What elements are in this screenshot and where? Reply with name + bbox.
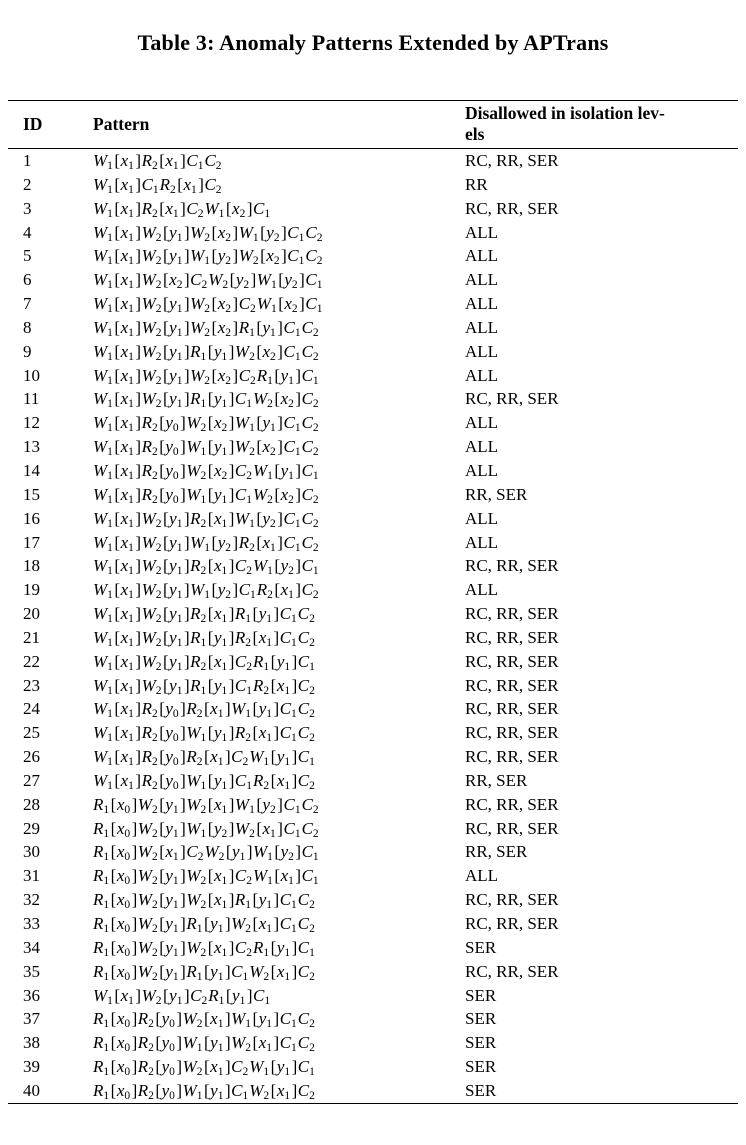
cell-pattern: $W_1[x_1]W_2[y_1]R_1[y_1]C_1R_2[x_1]C_2$: [93, 675, 315, 697]
table-row: [8, 387, 738, 411]
table-row: [8, 268, 738, 292]
cell-pattern: $W_1[x_1]W_2[y_1]R_1[y_1]W_2[x_2]C_1C_2$: [93, 341, 319, 363]
cell-id: 2: [23, 174, 32, 194]
table-row: [8, 292, 738, 316]
cell-disallowed-levels: SER: [465, 1080, 497, 1100]
cell-pattern: $W_1[x_1]W_2[y_1]W_2[x_2]C_2W_1[x_2]C_1$: [93, 294, 323, 316]
cell-disallowed-levels: ALL: [465, 437, 499, 457]
table-row: [8, 435, 738, 459]
cell-pattern: $W_1[x_1]R_2[y_0]R_2[x_1]W_1[y_1]C_1C_2$: [93, 699, 315, 721]
cell-disallowed-levels: RC, RR, SER: [465, 604, 559, 624]
cell-id: 16: [23, 508, 40, 528]
cell-id: 5: [23, 246, 32, 266]
table-container: [8, 100, 738, 1104]
cell-disallowed-levels: RC, RR, SER: [465, 723, 559, 743]
cell-pattern: $W_1[x_1]R_2[y_0]W_2[x_2]W_1[y_1]C_1C_2$: [93, 413, 319, 435]
cell-id: 20: [23, 604, 40, 624]
cell-pattern: $W_1[x_1]W_2[y_1]R_1[y_1]R_2[x_1]C_1C_2$: [93, 627, 315, 649]
table-row: [8, 507, 738, 531]
cell-pattern: $W_1[x_1]W_2[y_1]W_1[y_2]C_1R_2[x_1]C_2$: [93, 580, 319, 602]
table-row: [8, 674, 738, 698]
cell-pattern: $W_1[x_1]R_2[y_0]R_2[x_1]C_2W_1[y_1]C_1$: [93, 747, 315, 769]
cell-disallowed-levels: RC, RR, SER: [465, 198, 559, 218]
cell-disallowed-levels: RC, RR, SER: [465, 556, 559, 576]
table-row: [8, 984, 738, 1008]
table-row: [8, 840, 738, 864]
table-caption: Table 3: Anomaly Patterns Extended by APTrans: [137, 30, 609, 55]
cell-disallowed-levels: RR, SER: [465, 842, 528, 862]
cell-id: 27: [23, 770, 40, 790]
cell-id: 38: [23, 1033, 40, 1053]
cell-disallowed-levels: ALL: [465, 317, 499, 337]
cell-id: 11: [23, 389, 40, 409]
cell-pattern: $W_1[x_1]W_2[y_1]R_2[x_1]W_1[y_2]C_1C_2$: [93, 508, 319, 530]
table-row: [8, 578, 738, 602]
table-row: [8, 817, 738, 841]
table-row: [8, 221, 738, 245]
cell-disallowed-levels: RC, RR, SER: [465, 151, 559, 170]
table-row: [8, 769, 738, 793]
column-header-id: ID: [8, 101, 93, 149]
table-body: [8, 149, 738, 1104]
cell-id: 26: [23, 747, 40, 767]
header-row: [8, 101, 738, 149]
cell-disallowed-levels: RC, RR, SER: [465, 914, 559, 933]
cell-disallowed-levels: ALL: [465, 532, 499, 552]
cell-pattern: $W_1[x_1]C_1R_2[x_1]C_2$: [93, 174, 222, 196]
cell-pattern: $R_1[x_0]R_2[y_0]W_1[y_1]W_2[x_1]C_1C_2$: [93, 1033, 315, 1055]
cell-disallowed-levels: ALL: [465, 341, 499, 361]
cell-id: 17: [23, 532, 40, 552]
cell-id: 9: [23, 341, 32, 361]
cell-id: 18: [23, 556, 40, 576]
cell-id: 21: [23, 627, 40, 647]
table-row: [8, 888, 738, 912]
cell-pattern: $R_1[x_0]W_2[x_1]C_2W_2[y_1]W_1[y_2]C_1$: [93, 842, 319, 864]
cell-disallowed-levels: ALL: [465, 580, 499, 600]
cell-pattern: $R_1[x_0]R_2[y_0]W_1[y_1]C_1W_2[x_1]C_2$: [93, 1080, 315, 1102]
table-row: [8, 912, 738, 936]
cell-pattern: $R_1[x_0]W_2[y_1]W_2[x_1]R_1[y_1]C_1C_2$: [93, 890, 315, 912]
cell-id: 22: [23, 651, 40, 671]
cell-disallowed-levels: RC, RR, SER: [465, 675, 559, 695]
table-row: [8, 793, 738, 817]
cell-disallowed-levels: RC, RR, SER: [465, 818, 559, 838]
cell-id: 34: [23, 937, 40, 957]
table-row: [8, 650, 738, 674]
table-row: [8, 483, 738, 507]
cell-pattern: $R_1[x_0]W_2[y_1]W_2[x_1]C_2R_1[y_1]C_1$: [93, 937, 315, 959]
table-row: [8, 1031, 738, 1055]
table-row: [8, 626, 738, 650]
cell-pattern: $W_1[x_1]W_2[y_1]R_2[x_1]C_2W_1[y_2]C_1$: [93, 556, 319, 578]
table-row: [8, 1079, 738, 1103]
cell-id: 32: [23, 890, 40, 910]
table-row: [8, 149, 738, 173]
cell-pattern: $W_1[x_1]R_2[x_1]C_1C_2$: [93, 151, 222, 172]
cell-id: 37: [23, 1009, 40, 1029]
table-row: [8, 531, 738, 555]
table-row: [8, 197, 738, 221]
cell-pattern: $W_1[x_1]R_2[x_1]C_2W_1[x_2]C_1$: [93, 198, 271, 220]
cell-pattern: $W_1[x_1]W_2[y_1]W_2[x_2]W_1[y_2]C_1C_2$: [93, 222, 323, 244]
cell-pattern: $R_1[x_0]W_2[y_1]W_1[y_2]W_2[x_1]C_1C_2$: [93, 818, 319, 840]
cell-id: 28: [23, 794, 40, 814]
table-row: [8, 340, 738, 364]
cell-pattern: $W_1[x_1]R_2[y_0]W_1[y_1]W_2[x_2]C_1C_2$: [93, 437, 319, 459]
table-header: [8, 101, 738, 149]
cell-pattern: $W_1[x_1]W_2[y_1]R_2[x_1]R_1[y_1]C_1C_2$: [93, 604, 315, 626]
column-header-disallowed-levels: [465, 101, 738, 149]
cell-pattern: $W_1[x_1]W_2[y_1]W_1[y_2]R_2[x_1]C_1C_2$: [93, 532, 319, 554]
cell-id: 10: [23, 365, 40, 385]
cell-pattern: $W_1[x_1]W_2[y_1]W_2[x_2]C_2R_1[y_1]C_1$: [93, 365, 319, 387]
cell-id: 29: [23, 818, 40, 838]
cell-id: 19: [23, 580, 40, 600]
cell-pattern: $R_1[x_0]W_2[y_1]R_1[y_1]W_2[x_1]C_1C_2$: [93, 914, 315, 935]
cell-id: 24: [23, 699, 40, 719]
cell-pattern: $R_1[x_0]R_2[y_0]W_2[x_1]C_2W_1[y_1]C_1$: [93, 1057, 315, 1079]
cell-id: 30: [23, 842, 40, 862]
cell-id: 1: [23, 151, 32, 170]
cell-disallowed-levels: RR: [465, 174, 488, 194]
column-header-disallowed-levels-line1: Disallowed in isolation lev-: [465, 103, 665, 123]
table-row: [8, 1007, 738, 1031]
cell-pattern: $W_1[x_1]R_2[y_0]W_1[y_1]C_1W_2[x_2]C_2$: [93, 484, 319, 506]
column-header-pattern: Pattern: [93, 101, 465, 149]
cell-pattern: $W_1[x_1]R_2[y_0]W_2[x_2]C_2W_1[y_1]C_1$: [93, 460, 319, 482]
cell-pattern: $R_1[x_0]W_2[y_1]R_1[y_1]C_1W_2[x_1]C_2$: [93, 961, 315, 983]
cell-pattern: $W_1[x_1]R_2[y_0]W_1[y_1]C_1R_2[x_1]C_2$: [93, 770, 315, 792]
cell-disallowed-levels: ALL: [465, 413, 499, 433]
cell-pattern: $W_1[x_1]W_2[y_1]W_1[y_2]W_2[x_2]C_1C_2$: [93, 246, 323, 268]
cell-id: 4: [23, 222, 32, 242]
table-row: [8, 864, 738, 888]
cell-pattern: $W_1[x_1]R_2[y_0]W_1[y_1]R_2[x_1]C_1C_2$: [93, 723, 315, 745]
cell-disallowed-levels: RR, SER: [465, 484, 528, 504]
cell-id: 7: [23, 294, 32, 314]
cell-disallowed-levels: RC, RR, SER: [465, 389, 559, 409]
table-row: [8, 554, 738, 578]
cell-pattern: $W_1[x_1]W_2[y_1]C_2R_1[y_1]C_1$: [93, 985, 271, 1007]
cell-pattern: $W_1[x_1]W_2[y_1]R_2[x_1]C_2R_1[y_1]C_1$: [93, 651, 315, 673]
cell-id: 31: [23, 866, 40, 886]
table-row: [8, 459, 738, 483]
table-row: [8, 173, 738, 197]
cell-id: 35: [23, 961, 40, 981]
table-row: [8, 745, 738, 769]
cell-pattern: $R_1[x_0]R_2[y_0]W_2[x_1]W_1[y_1]C_1C_2$: [93, 1009, 315, 1031]
cell-id: 6: [23, 270, 32, 290]
table-row: [8, 602, 738, 626]
cell-disallowed-levels: SER: [465, 1057, 497, 1077]
table-row: [8, 1055, 738, 1079]
cell-disallowed-levels: RC, RR, SER: [465, 961, 559, 981]
cell-disallowed-levels: SER: [465, 985, 497, 1005]
cell-disallowed-levels: RR, SER: [465, 770, 528, 790]
cell-id: 40: [23, 1080, 40, 1100]
cell-id: 15: [23, 484, 40, 504]
table-row: [8, 364, 738, 388]
cell-pattern: $W_1[x_1]W_2[y_1]R_1[y_1]C_1W_2[x_2]C_2$: [93, 389, 319, 411]
cell-disallowed-levels: ALL: [465, 460, 499, 480]
cell-id: 25: [23, 723, 40, 743]
cell-id: 3: [23, 198, 32, 218]
cell-disallowed-levels: ALL: [465, 866, 499, 886]
table-row: [8, 960, 738, 984]
cell-id: 12: [23, 413, 40, 433]
table-row: [8, 697, 738, 721]
cell-disallowed-levels: RC, RR, SER: [465, 627, 559, 647]
cell-pattern: $R_1[x_0]W_2[y_1]W_2[x_1]W_1[y_2]C_1C_2$: [93, 794, 319, 816]
cell-pattern: $W_1[x_1]W_2[x_2]C_2W_2[y_2]W_1[y_2]C_1$: [93, 270, 323, 292]
cell-id: 8: [23, 317, 32, 337]
cell-pattern: $R_1[x_0]W_2[y_1]W_2[x_1]C_2W_1[x_1]C_1$: [93, 866, 319, 888]
table-row: [8, 244, 738, 268]
cell-disallowed-levels: RC, RR, SER: [465, 890, 559, 910]
cell-disallowed-levels: ALL: [465, 294, 499, 314]
cell-id: 36: [23, 985, 40, 1005]
cell-id: 13: [23, 437, 40, 457]
cell-disallowed-levels: SER: [465, 1033, 497, 1053]
column-header-disallowed-levels-line2: els: [465, 124, 485, 144]
cell-disallowed-levels: RC, RR, SER: [465, 699, 559, 719]
cell-disallowed-levels: RC, RR, SER: [465, 651, 559, 671]
cell-id: 23: [23, 675, 40, 695]
cell-id: 14: [23, 460, 40, 480]
cell-disallowed-levels: SER: [465, 937, 497, 957]
table-row: [8, 316, 738, 340]
cell-disallowed-levels: ALL: [465, 246, 499, 266]
cell-disallowed-levels: SER: [465, 1009, 497, 1029]
cell-disallowed-levels: ALL: [465, 508, 499, 528]
anomaly-patterns-table: [8, 100, 738, 1104]
cell-disallowed-levels: ALL: [465, 270, 499, 290]
cell-disallowed-levels: RC, RR, SER: [465, 747, 559, 767]
table-row: [8, 721, 738, 745]
cell-id: 33: [23, 914, 40, 933]
cell-id: 39: [23, 1057, 40, 1077]
cell-disallowed-levels: ALL: [465, 365, 499, 385]
cell-disallowed-levels: RC, RR, SER: [465, 794, 559, 814]
table-row: [8, 936, 738, 960]
table-row: [8, 411, 738, 435]
cell-pattern: $W_1[x_1]W_2[y_1]W_2[x_2]R_1[y_1]C_1C_2$: [93, 317, 319, 339]
cell-disallowed-levels: ALL: [465, 222, 499, 242]
